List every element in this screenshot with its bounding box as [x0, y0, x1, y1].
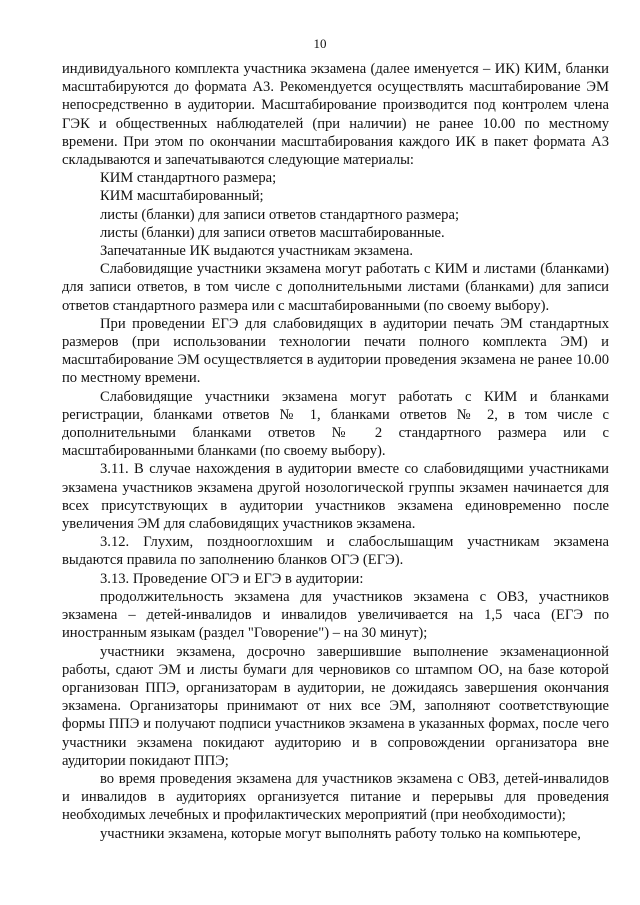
paragraph: Слабовидящие участники экзамена могут работать с КИМ и листами (бланками) для записи ответов, в том числе с дополнительными листами (бланками) для записи ответов стандартного размера или с масштабированными (по своему выбору).	[62, 261, 609, 314]
paragraph: При проведении ЕГЭ для слабовидящих в аудитории печать ЭМ стандартных размеров (при использовании технологии печати полного комплекта ЭМ) и масштабирование ЭМ осуществляется в аудитории проведения экзамена не ранее 10.00 по местному времени.	[62, 315, 609, 387]
paragraph: участники экзамена, которые могут выполнять работу только на компьютере,	[100, 825, 581, 842]
paragraph: продолжительность экзамена для участников экзамена с ОВЗ, участников экзамена – детей-инвалидов и инвалидов увеличивается на 1,5 часа (ЕГЭ по иностранным языкам (раздел "Говорение") – на 30 минут);	[62, 588, 609, 642]
list-item: КИМ стандартного размера;	[100, 170, 277, 187]
paragraph: участники экзамена, досрочно завершившие выполнение экзаменационной работы, сдают ЭМ и листы бумаги для черновиков со штампом ОО, на базе которой организован ППЭ, организаторам в аудитории, не дожидаясь завершения окончания экзамена. Организаторы принимают от них все ЭМ, заполняют соответствующие формы ППЭ и получают подписи участников экзамена в указанных формах, после чего участники экзамена покидают аудиторию и в сопровождении организатора вне аудитории покидают ППЭ;	[62, 643, 609, 769]
document-body	[62, 60, 609, 843]
paragraph-section-3-12: 3.12. Глухим, позднооглохшим и слабослышащим участникам экзамена выдаются правила по заполнению бланков ОГЭ (ЕГЭ).	[62, 534, 609, 569]
page-number: 10	[313, 36, 327, 51]
paragraph: Запечатанные ИК выдаются участникам экзамена.	[100, 243, 414, 260]
paragraph: Слабовидящие участники экзамена могут работать с КИМ и бланками регистрации, бланками ответов № 1, бланками ответов № 2, в том числе с дополнительными бланками ответов № 2 стандартного размера или с масштабированными бланками (по своему выбору).	[62, 388, 609, 460]
paragraph-intro: индивидуального комплекта участника экзамена (далее именуется – ИК) КИМ, бланки масштабируются до формата А3. Рекомендуется осуществлять масштабирование ЭМ непосредственно в аудитории. Масштабирование производится под контролем члена ГЭК и общественных наблюдателей (при наличии) не ранее 10.00 по местному времени. При этом по окончании масштабирования каждого ИК в пакет формата А3 складываются и запечатываются следующие материалы:	[62, 61, 609, 169]
list-item: листы (бланки) для записи ответов масштабированные.	[100, 224, 445, 241]
list-item: КИМ масштабированный;	[100, 188, 264, 205]
paragraph-section-3-11: 3.11. В случае нахождения в аудитории вместе со слабовидящими участниками экзамена участников экзамена другой нозологической группы экзамен начинается для всех присутствующих в аудитории участников экзамена единовременно после увеличения ЭМ для слабовидящих участников экзамена.	[62, 461, 609, 533]
paragraph-section-3-13: 3.13. Проведение ОГЭ и ЕГЭ в аудитории:	[100, 570, 364, 587]
list-item: листы (бланки) для записи ответов стандартного размера;	[100, 206, 460, 223]
paragraph: во время проведения экзамена для участников экзамена с ОВЗ, детей-инвалидов и инвалидов в аудиториях организуется питание и перерывы для проведения необходимых лечебных и профилактических мероприятий (при необходимости);	[62, 770, 609, 824]
